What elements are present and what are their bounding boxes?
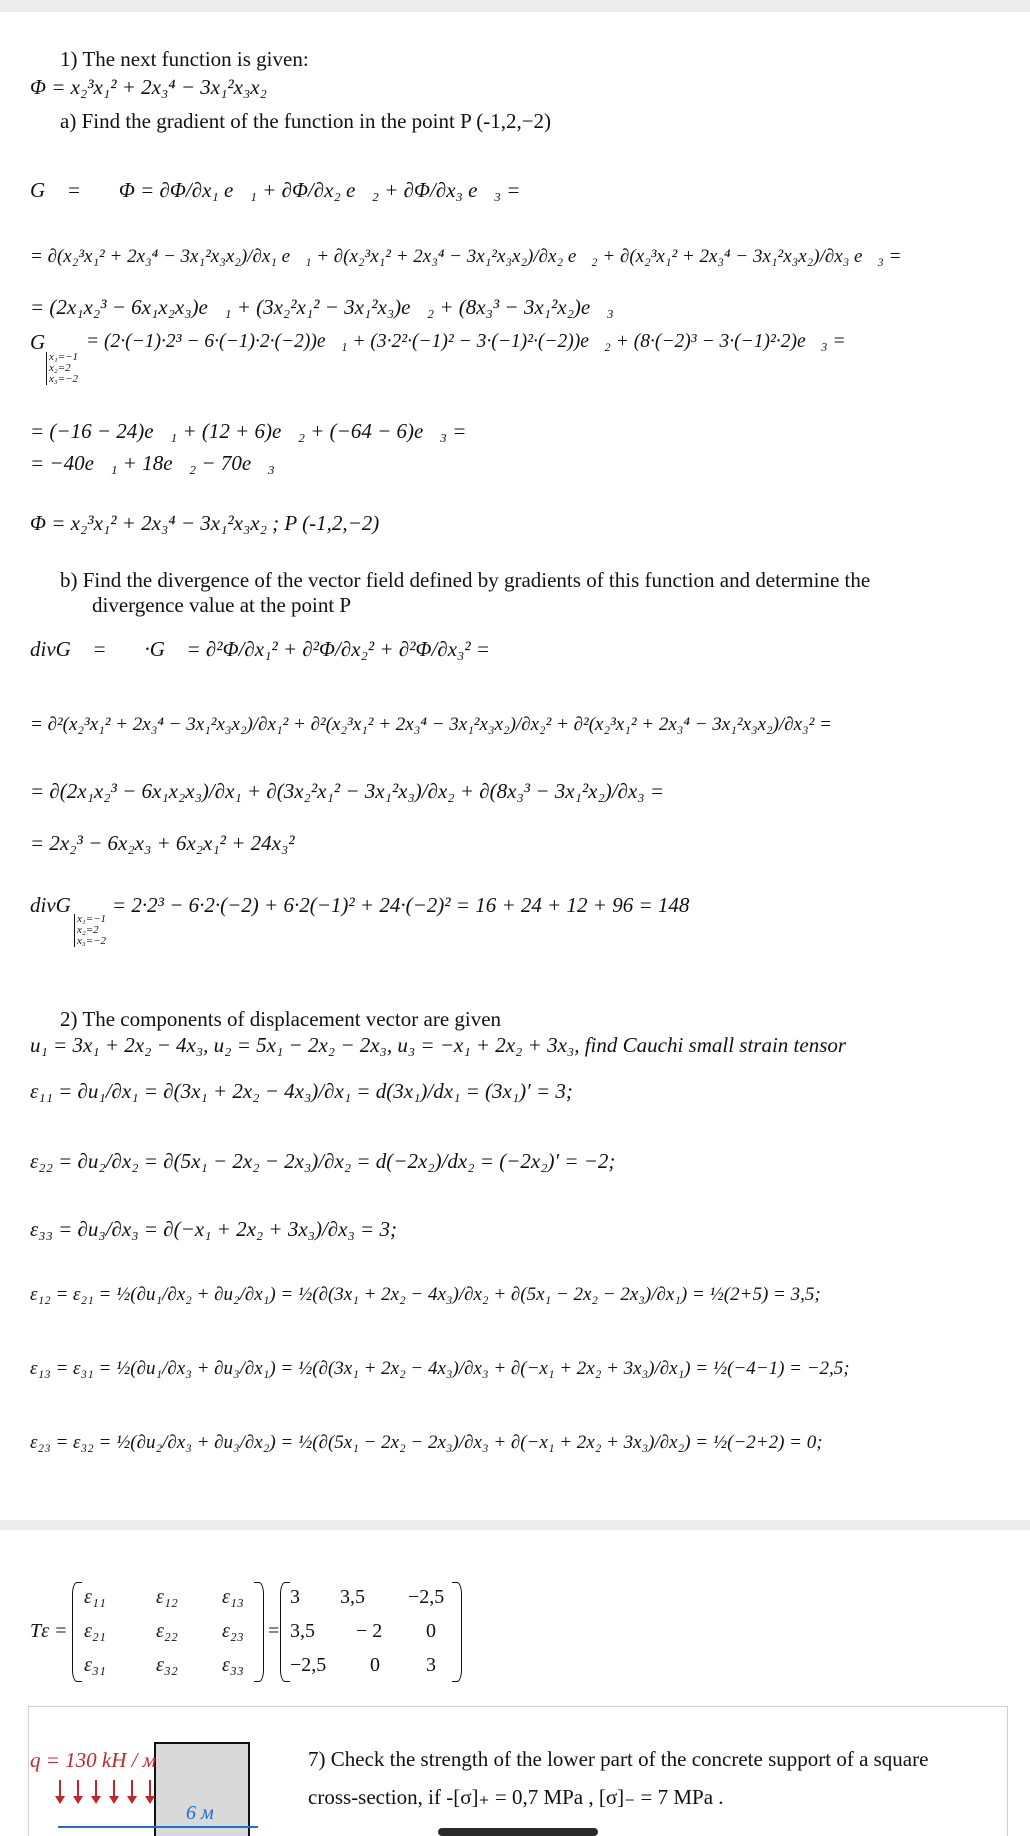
tensor-s11: ε₁₁ — [84, 1586, 106, 1608]
tensor-s32: ε₃₂ — [156, 1654, 178, 1676]
div-cond-x1: x₁=−1 — [77, 913, 107, 925]
problem7-text-line-1: 7) Check the strength of the lower part of the concrete support of a square — [308, 1747, 929, 1771]
gradient-at-p: = (2·(−1)·2³ − 6·(−1)·2·(−2))e⃗₁ + (3·2²·(−1)² − 3·(−1)²·(−2))e⃗₂ + (8·(−2)³ − 3·(−1)²·2)e⃗₃ = — [86, 331, 846, 352]
tensor-v33: 3 — [426, 1654, 436, 1676]
cond-x3: x₃=−2 — [49, 373, 79, 385]
values-left-paren — [280, 1582, 290, 1682]
document-page-1 — [0, 12, 1030, 1520]
function-definition: Φ = x₂³x₁² + 2x₃⁴ − 3x₁²x₃x₂ — [30, 75, 267, 99]
div-cond-x3: x₃=−2 — [77, 935, 107, 947]
load-arrow — [77, 1780, 79, 1800]
tensor-s21: ε₂₁ — [84, 1620, 106, 1642]
strain-e11: ε₁₁ = ∂u₁/∂x₁ = ∂(3x₁ + 2x₂ − 4x₃)/∂x₁ = d(3x₁)/dx₁ = (3x₁)′ = 3; — [30, 1079, 573, 1103]
divergence-step: = ∂(2x₁x₂³ − 6x₁x₂x₃)/∂x₁ + ∂(3x₂²x₁² − 3x₁²x₃)/∂x₂ + ∂(8x₃³ − 3x₁²x₂)/∂x₃ = — [30, 779, 665, 803]
cond-x2: x₂=2 — [49, 362, 71, 374]
tensor-s31: ε₃₁ — [84, 1654, 106, 1676]
strain-e23: ε₂₃ = ε₃₂ = ½(∂u₂/∂x₃ + ∂u₃/∂x₂) = ½(∂(5x₁ − 2x₂ − 2x₃)/∂x₃ + ∂(−x₁ + 2x₂ + 3x₃)/∂x₂) = ½(−2+2) = 0; — [30, 1432, 823, 1453]
load-arrow — [131, 1780, 133, 1800]
gradient-result: = (2x₁x₂³ − 6x₁x₂x₃)e⃗₁ + (3x₂²x₁² − 3x₁²x₃)e⃗₂ + (8x₃³ − 3x₁²x₂)e⃗₃ — [30, 295, 614, 319]
tensor-s12: ε₁₂ — [156, 1586, 178, 1608]
problem7-text — [308, 1740, 998, 1816]
load-arrow — [113, 1780, 115, 1800]
strain-e22: ε₂₂ = ∂u₂/∂x₂ = ∂(5x₁ − 2x₂ − 2x₃)/∂x₂ = d(−2x₂)/dx₂ = (−2x₂)′ = −2; — [30, 1149, 616, 1173]
tensor-left-paren — [72, 1582, 82, 1682]
problem2-intro: 2) The components of displacement vector are given — [60, 1007, 502, 1031]
load-arrow — [59, 1780, 61, 1800]
load-arrow — [95, 1780, 97, 1800]
scroll-handle[interactable] — [438, 1828, 598, 1836]
tensor-v23: 0 — [426, 1620, 436, 1642]
load-label: q = 130 kH / м — [30, 1748, 157, 1772]
divergence-at-p: = 2·2³ − 6·2·(−2) + 6·2(−1)² + 24·(−2)² = 16 + 24 + 12 + 96 = 148 — [112, 893, 690, 917]
tensor-v31: −2,5 — [290, 1654, 327, 1676]
dimension-label: 6 м — [186, 1802, 214, 1824]
part-b-question-1: b) Find the divergence of the vector field defined by gradients of this function and determine the — [60, 568, 871, 592]
div-cond-x2: x₂=2 — [77, 924, 99, 936]
problem7-text-line-2: cross-section, if -[σ]₊ = 0,7 MPa , [σ]₋ = 7 MPa . — [308, 1785, 724, 1809]
distributed-load-arrows — [55, 1780, 155, 1820]
tensor-right-paren — [254, 1582, 264, 1682]
part-b-question-2: divergence value at the point P — [92, 593, 352, 617]
gradient-expanded: = ∂(x₂³x₁² + 2x₃⁴ − 3x₁²x₃x₂)/∂x₁ e⃗₁ + ∂(x₂³x₁² + 2x₃⁴ − 3x₁²x₃x₂)/∂x₂ e⃗₂ + ∂(x₂³x₁² + 2x₃⁴ − 3x₁²x₃x₂)/∂x₃ e⃗₃ = — [30, 246, 902, 267]
divergence-expanded: = ∂²(x₂³x₁² + 2x₃⁴ − 3x₁²x₃x₂)/∂x₁² + ∂²(x₂³x₁² + 2x₃⁴ − 3x₁²x₃x₂)/∂x₂² + ∂²(x₂³x₁² + 2x₃⁴ − 3x₁²x₃x₂)/∂x₃² = — [30, 714, 832, 735]
gradient-at-p-label: G⃗ — [30, 330, 62, 354]
tensor-s13: ε₁₃ — [222, 1586, 244, 1608]
tensor-v21: 3,5 — [290, 1620, 315, 1642]
gradient-step: = (−16 − 24)e⃗₁ + (12 + 6)e⃗₂ + (−64 − 6)e⃗₃ = — [30, 419, 467, 443]
part-a-question: a) Find the gradient of the function in the point P (-1,2,−2) — [60, 109, 552, 133]
divergence-definition: divG⃗ = ∇⃗·G⃗ = ∂²Φ/∂x₁² + ∂²Φ/∂x₂² + ∂²Φ/∂x₃² = — [30, 637, 491, 661]
tensor-equals: = — [268, 1620, 280, 1642]
gradient-at-p-conditions — [46, 352, 78, 385]
strain-e13: ε₁₃ = ε₃₁ = ½(∂u₁/∂x₃ + ∂u₃/∂x₁) = ½(∂(3x₁ + 2x₂ − 4x₃)/∂x₃ + ∂(−x₁ + 2x₂ + 3x₃)/∂x₁) = ½(−4−1) = −2,5; — [30, 1358, 850, 1379]
page-separator — [0, 1520, 1030, 1530]
load-arrow — [149, 1780, 151, 1800]
divergence-result: = 2x₂³ − 6x₂x₃ + 6x₂x₁² + 24x₃² — [30, 831, 295, 855]
tensor-s22: ε₂₂ — [156, 1620, 178, 1642]
problem1-intro: 1) The next function is given: — [60, 47, 309, 71]
divergence-at-p-conditions — [74, 914, 106, 947]
tensor-v11: 3 — [290, 1586, 300, 1608]
cond-x1: x₁=−1 — [49, 351, 79, 363]
tensor-v12: 3,5 — [340, 1586, 365, 1608]
tensor-v32: 0 — [370, 1654, 380, 1676]
gradient-final: = −40e⃗₁ + 18e⃗₂ − 70e⃗₃ — [30, 451, 275, 475]
tensor-v22: − 2 — [356, 1620, 383, 1642]
function-repeat: Φ = x₂³x₁² + 2x₃⁴ − 3x₁²x₃x₂ ; P (-1,2,−2) — [30, 511, 380, 535]
divergence-at-p-label: divG⃗ — [30, 893, 88, 917]
tensor-s33: ε₃₃ — [222, 1654, 244, 1676]
tensor-s23: ε₂₃ — [222, 1620, 244, 1642]
strain-e33: ε₃₃ = ∂u₃/∂x₃ = ∂(−x₁ + 2x₂ + 3x₃)/∂x₃ = 3; — [30, 1217, 397, 1241]
tensor-v13: −2,5 — [408, 1586, 445, 1608]
displacement-components: u₁ = 3x₁ + 2x₂ − 4x₃, u₂ = 5x₁ − 2x₂ − 2x₃, u₃ = −x₁ + 2x₂ + 3x₃, find Cauchi small strain tensor — [30, 1033, 847, 1057]
gradient-definition: G⃗ = ∇⃗Φ = ∂Φ/∂x₁ e⃗₁ + ∂Φ/∂x₂ e⃗₂ + ∂Φ/∂x₃ e⃗₃ = — [30, 178, 521, 202]
values-right-paren — [452, 1582, 462, 1682]
dimension-line — [58, 1826, 258, 1828]
tensor-label: Tε = — [30, 1620, 68, 1642]
strain-e12: ε₁₂ = ε₂₁ = ½(∂u₁/∂x₂ + ∂u₂/∂x₁) = ½(∂(3x₁ + 2x₂ − 4x₃)/∂x₂ + ∂(5x₁ − 2x₂ − 2x₃)/∂x₁) = ½(2+5) = 3,5; — [30, 1284, 821, 1305]
top-gray-bar — [0, 0, 1030, 12]
document-page-2 — [0, 1530, 1030, 1836]
